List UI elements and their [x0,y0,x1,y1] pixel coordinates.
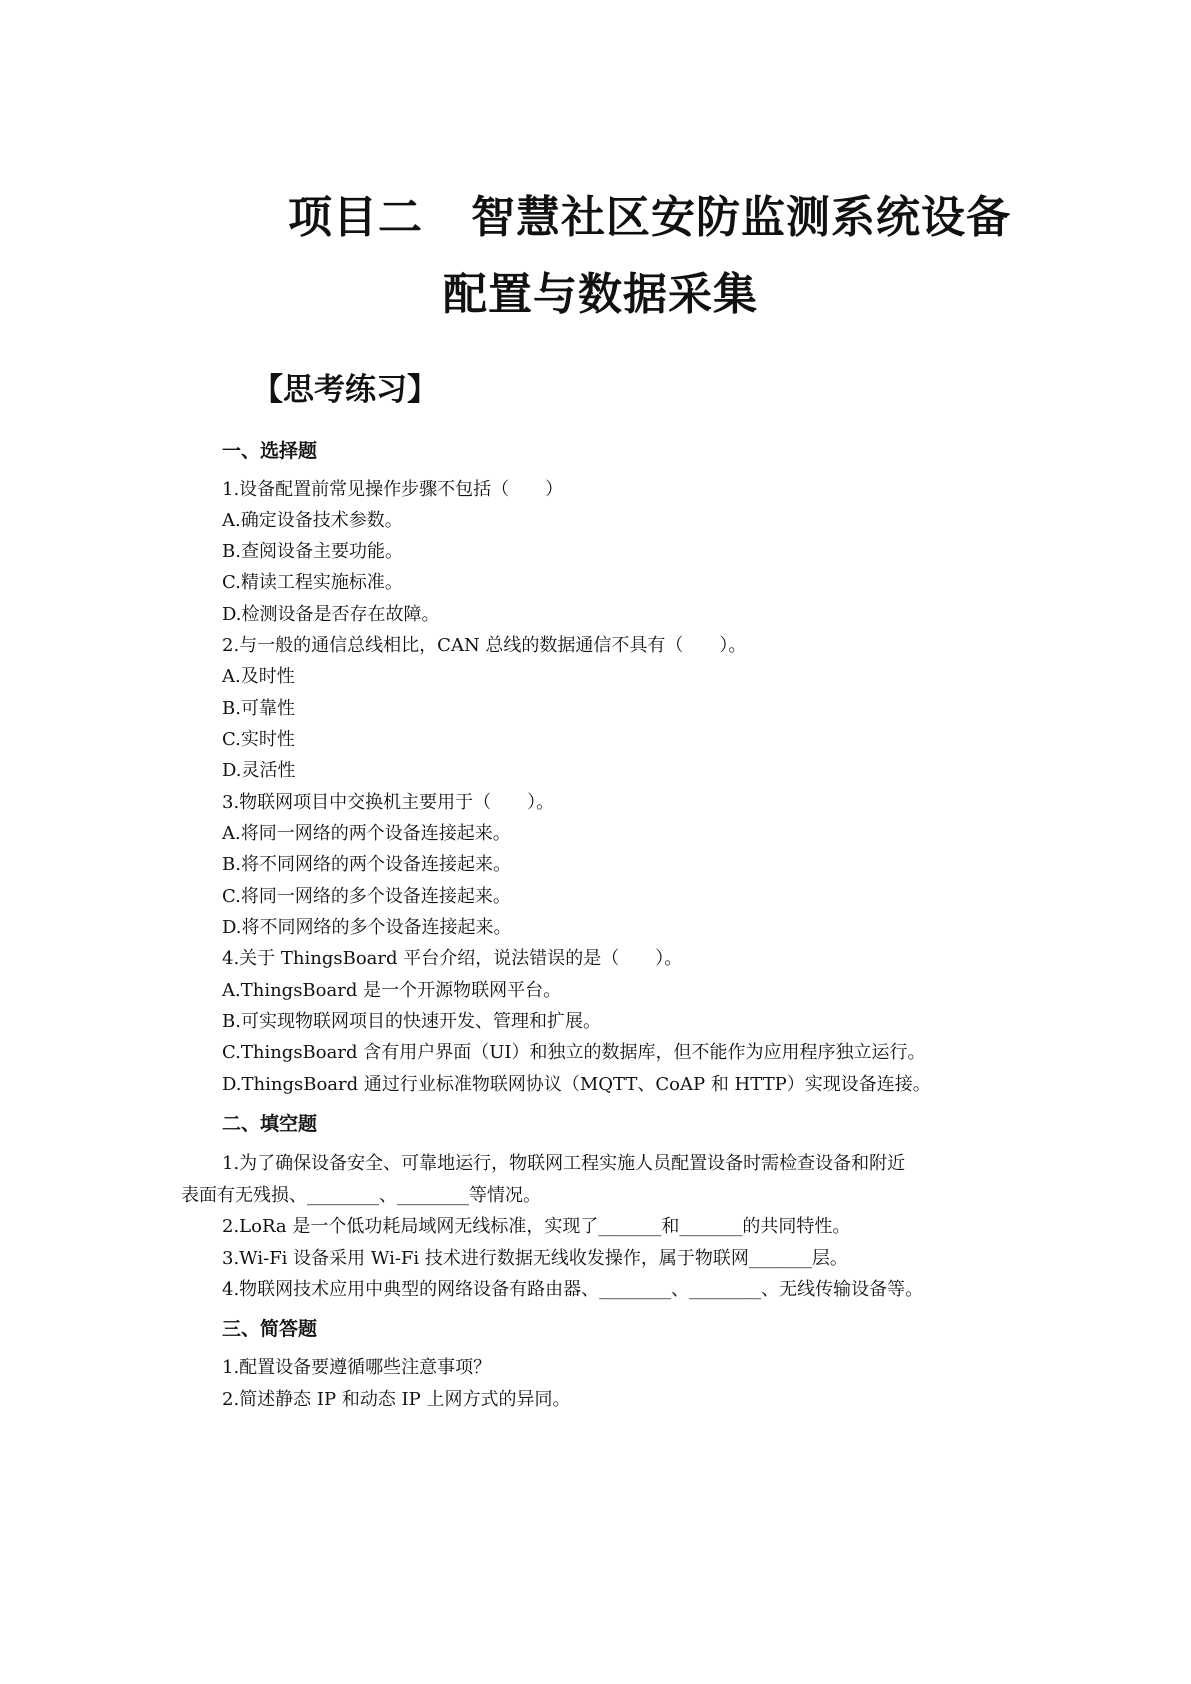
choice-line: A.及时性 [222,666,295,687]
choice-line: C.ThingsBoard 含有用户界面（UI）和独立的数据库，但不能作为应用程序独立运行。 [222,1042,926,1063]
short-answer-line: 1.配置设备要遵循哪些注意事项？ [222,1357,492,1378]
choice-line: D.ThingsBoard 通过行业标准物联网协议（MQTT、CoAP 和 HTTP）实现设备连接。 [222,1074,931,1095]
choice-section-heading: 一、选择题 [222,440,318,462]
choice-line: B.查阅设备主要功能。 [222,541,403,562]
choice-line: D.将不同网络的多个设备连接起来。 [222,917,512,938]
short-answer-line: 2.简述静态 IP 和动态 IP 上网方式的异同。 [222,1389,571,1410]
choice-line: A.ThingsBoard 是一个开源物联网平台。 [222,980,562,1001]
document-title-line-1 [288,192,1011,243]
choice-line: A.确定设备技术参数。 [222,510,403,531]
fill-line: 1.为了确保设备安全、可靠地运行，物联网工程实施人员配置设备时需检查设备和附近 [222,1153,906,1174]
choice-line: 1.设备配置前常见操作步骤不包括（ ） [222,479,564,500]
choice-line: 2.与一般的通信总线相比，CAN 总线的数据通信不具有（ ）。 [222,635,747,656]
title-project-number: 项目二 [288,192,423,243]
fill-line: 4.物联网技术应用中典型的网络设备有路由器、________、________、无线传输设备等。 [222,1279,924,1300]
choice-line: C.将同一网络的多个设备连接起来。 [222,886,511,907]
fill-line: 表面有无残损、________、________等情况。 [181,1185,541,1206]
short-answer-section-heading: 三、简答题 [222,1318,318,1340]
fill-section-heading: 二、填空题 [222,1113,318,1135]
choice-line: A.将同一网络的两个设备连接起来。 [222,823,511,844]
document-title-line-2: 配置与数据采集 [443,269,758,320]
choice-line: D.灵活性 [222,760,296,781]
choice-line: D.检测设备是否存在故障。 [222,604,440,625]
choice-line: C.实时性 [222,729,295,750]
choice-line: C.精读工程实施标准。 [222,572,403,593]
exercise-heading: 【思考练习】 [252,372,438,408]
choice-line: B.可实现物联网项目的快速开发、管理和扩展。 [222,1011,601,1032]
choice-line: 3.物联网项目中交换机主要用于（ ）。 [222,792,555,813]
fill-line: 3.Wi-Fi 设备采用 Wi-Fi 技术进行数据无线收发操作，属于物联网_______层。 [222,1248,848,1269]
choice-line: B.将不同网络的两个设备连接起来。 [222,854,511,875]
fill-line: 2.LoRa 是一个低功耗局域网无线标准，实现了_______和_______的共同特性。 [222,1216,851,1237]
choice-line: 4.关于 ThingsBoard 平台介绍，说法错误的是（ ）。 [222,948,683,969]
title-project-name: 智慧社区安防监测系统设备 [471,192,1011,243]
choice-line: B.可靠性 [222,698,295,719]
